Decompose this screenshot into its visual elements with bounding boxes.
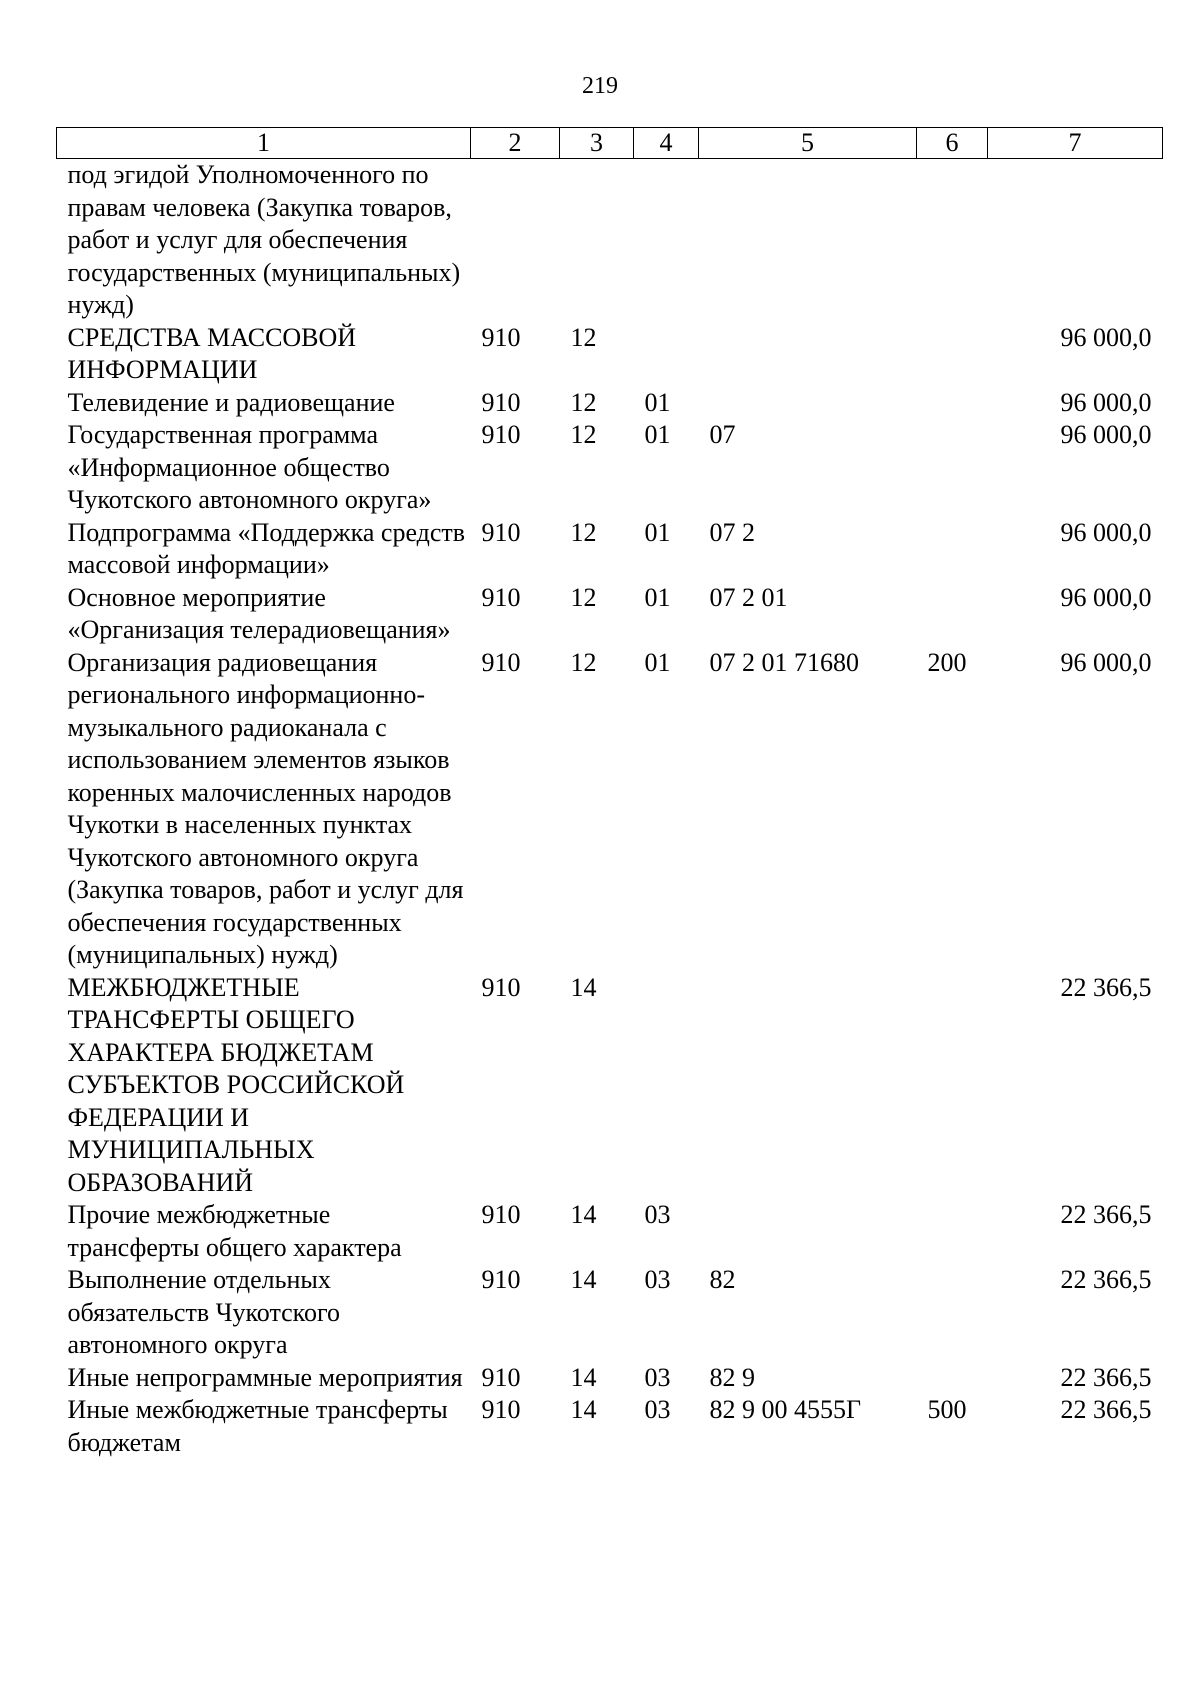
row-col-6 — [917, 517, 988, 582]
row-col-3: 12 — [570, 387, 597, 417]
row-col-2: 910 — [481, 1362, 521, 1392]
row-name: Государственная программа «Информационное общество Чукотского автономного округа» — [67, 420, 432, 514]
table-row — [57, 1362, 1163, 1395]
row-col-6: 200 — [927, 647, 967, 677]
row-col-4: 03 — [644, 1362, 671, 1392]
header-col-2: 2 — [471, 128, 560, 159]
row-col-2: 910 — [481, 972, 521, 1002]
header-col-1: 1 — [57, 128, 471, 159]
row-name: Основное мероприятие «Организация телерадиовещания» — [67, 582, 451, 644]
row-col-5: 07 2 01 71680 — [709, 647, 859, 677]
row-amount: 96 000,0 — [1060, 517, 1152, 547]
row-col-3: 14 — [570, 1395, 597, 1424]
row-amount: 96 000,0 — [1060, 420, 1152, 449]
row-col-2: 910 — [481, 322, 521, 352]
header-col-7: 7 — [988, 128, 1163, 159]
row-col-3: 14 — [570, 972, 597, 1002]
row-col-6 — [917, 159, 988, 322]
row-col-2: 910 — [481, 517, 521, 547]
row-name: Подпрограмма «Поддержка средств массовой информации» — [67, 517, 466, 579]
row-col-2: 910 — [481, 1200, 521, 1229]
row-col-6 — [917, 1264, 988, 1362]
row-col-4: 01 — [644, 647, 671, 677]
row-name: Иные непрограммные мероприятия — [67, 1362, 463, 1392]
row-col-5 — [699, 387, 917, 420]
row-name: Организация радиовещания регионального информационно-музыкального радиоканала с использованием элементов языков коренных малочисленных народов Чукотки в населенных пунктах Чукотского автономного округа (Закупка товаров, работ и услуг для обеспечения государственных (муниципальных) нужд) — [67, 647, 464, 969]
row-col-4: 03 — [644, 1265, 671, 1294]
row-col-3 — [560, 159, 634, 322]
header-col-5: 5 — [699, 128, 917, 159]
row-amount: 22 366,5 — [1060, 1362, 1152, 1392]
row-col-3: 12 — [570, 517, 597, 547]
table-row — [57, 159, 1163, 322]
row-col-6 — [917, 582, 988, 647]
budget-table — [56, 127, 1163, 1459]
row-col-5: 82 — [709, 1265, 736, 1294]
table-row — [57, 972, 1163, 1200]
row-col-4: 01 — [644, 420, 671, 449]
row-col-3: 12 — [570, 322, 597, 352]
row-col-5: 82 9 — [709, 1362, 755, 1392]
row-col-4: 03 — [644, 1395, 671, 1424]
row-col-6 — [917, 322, 988, 387]
table-row — [57, 1199, 1163, 1264]
row-name: Телевидение и радиовещание — [67, 387, 395, 417]
row-col-4 — [634, 322, 699, 387]
row-col-4: 01 — [644, 582, 671, 612]
row-amount: 22 366,5 — [1060, 1395, 1152, 1424]
page-number: 219 — [582, 73, 618, 99]
row-amount: 96 000,0 — [1060, 582, 1152, 612]
row-col-6 — [917, 1362, 988, 1395]
row-col-5: 07 2 01 — [709, 582, 788, 612]
row-col-3: 12 — [570, 582, 597, 612]
table-row — [57, 517, 1163, 582]
row-name: Прочие межбюджетные трансферты общего характера — [67, 1200, 402, 1262]
row-col-3: 14 — [570, 1200, 597, 1229]
row-col-5: 82 9 00 4555Г — [709, 1395, 862, 1424]
row-col-2: 910 — [481, 647, 521, 677]
row-col-5: 07 2 — [709, 517, 755, 547]
row-col-3: 14 — [570, 1265, 597, 1294]
row-col-4 — [634, 972, 699, 1200]
row-name: под эгидой Уполномоченного по правам человека (Закупка товаров, работ и услуг для обеспечения государственных (муниципальных) нужд) — [67, 160, 461, 319]
row-col-2: 910 — [481, 1265, 521, 1294]
row-col-2: 910 — [481, 387, 521, 417]
table-row — [57, 647, 1163, 972]
row-col-4 — [634, 159, 699, 322]
table-row — [57, 387, 1163, 420]
header-col-3: 3 — [560, 128, 634, 159]
header-col-4: 4 — [634, 128, 699, 159]
row-amount: 96 000,0 — [1060, 322, 1152, 352]
row-name: Иные межбюджетные трансферты бюджетам — [67, 1395, 448, 1457]
row-col-5 — [699, 159, 917, 322]
row-col-6: 500 — [927, 1395, 967, 1424]
row-col-2: 910 — [481, 420, 521, 449]
table-row — [57, 1394, 1163, 1459]
row-col-3: 12 — [570, 420, 597, 449]
row-col-5: 07 — [709, 420, 736, 449]
row-col-5 — [699, 972, 917, 1200]
row-col-4: 03 — [644, 1200, 671, 1229]
row-amount: 96 000,0 — [1060, 387, 1152, 417]
row-col-2 — [471, 159, 560, 322]
row-col-6 — [917, 1199, 988, 1264]
row-col-6 — [917, 387, 988, 420]
row-amount: 96 000,0 — [1060, 647, 1152, 677]
row-col-3: 14 — [570, 1362, 597, 1392]
table-row — [57, 582, 1163, 647]
row-name: СРЕДСТВА МАССОВОЙ ИНФОРМАЦИИ — [67, 322, 357, 384]
table-row — [57, 419, 1163, 517]
row-amount — [988, 159, 1163, 322]
header-col-6: 6 — [917, 128, 988, 159]
row-name: Выполнение отдельных обязательств Чукотского автономного округа — [67, 1265, 341, 1359]
row-col-2: 910 — [481, 1395, 521, 1424]
row-col-4: 01 — [644, 517, 671, 547]
row-col-3: 12 — [570, 647, 597, 677]
row-amount: 22 366,5 — [1060, 1200, 1152, 1229]
row-col-2: 910 — [481, 582, 521, 612]
row-col-4: 01 — [644, 387, 671, 417]
row-col-5 — [699, 322, 917, 387]
row-col-5 — [699, 1199, 917, 1264]
column-number-header — [57, 128, 1163, 159]
row-col-6 — [917, 972, 988, 1200]
row-amount: 22 366,5 — [1060, 972, 1152, 1002]
table-row — [57, 1264, 1163, 1362]
row-col-6 — [917, 419, 988, 517]
row-name: МЕЖБЮДЖЕТНЫЕ ТРАНСФЕРТЫ ОБЩЕГО ХАРАКТЕРА БЮДЖЕТАМ СУБЪЕКТОВ РОССИЙСКОЙ ФЕДЕРАЦИИ И МУНИЦИПАЛЬНЫХ ОБРАЗОВАНИЙ — [67, 972, 405, 1197]
row-amount: 22 366,5 — [1060, 1265, 1152, 1294]
table-row — [57, 322, 1163, 387]
